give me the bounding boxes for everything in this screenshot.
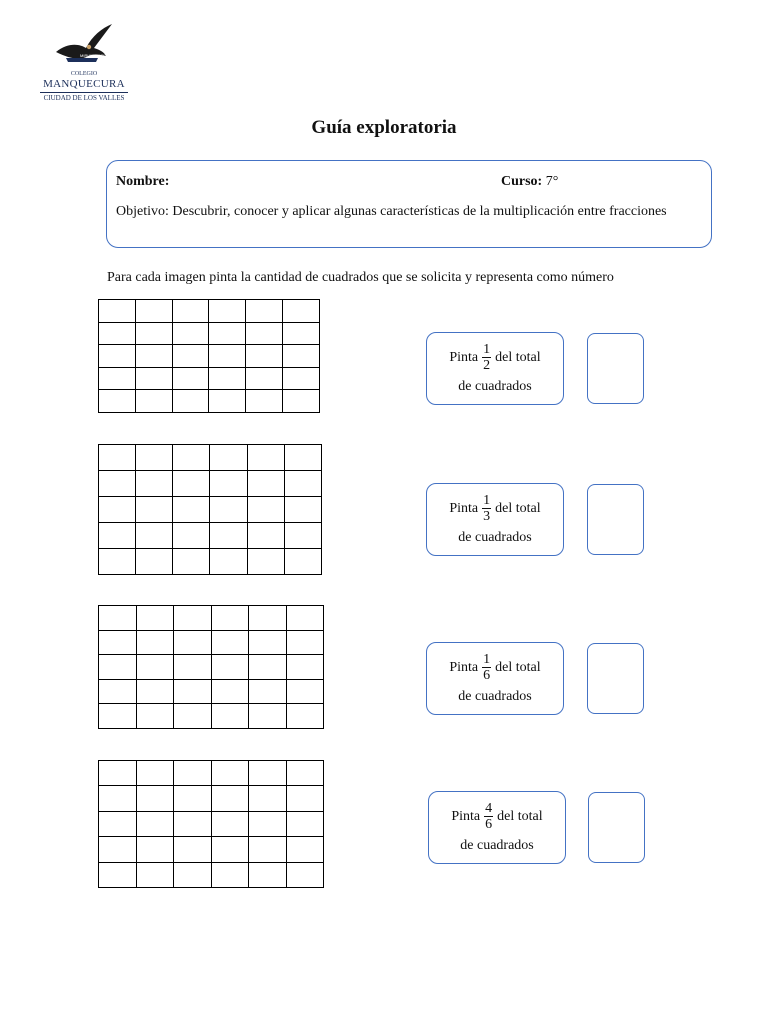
pinta-label: Pinta xyxy=(449,500,479,516)
grid-cell[interactable] xyxy=(211,655,249,680)
grid-cell[interactable] xyxy=(99,862,137,887)
grid-cell[interactable] xyxy=(209,322,246,345)
grid-cell[interactable] xyxy=(99,786,137,811)
grid-cell[interactable] xyxy=(210,471,247,497)
grid-cell[interactable] xyxy=(174,837,212,862)
grid-cell[interactable] xyxy=(246,390,283,413)
grid-cell[interactable] xyxy=(136,606,174,631)
task-box-1 xyxy=(426,332,564,405)
answer-box-2[interactable] xyxy=(587,484,644,555)
grid-4[interactable] xyxy=(98,760,324,888)
grid-cell[interactable] xyxy=(174,811,212,836)
fraction-numerator: 4 xyxy=(485,801,493,816)
grid-cell[interactable] xyxy=(249,786,287,811)
grid-cell[interactable] xyxy=(249,761,287,786)
grid-cell[interactable] xyxy=(283,367,320,390)
grid-row xyxy=(99,367,320,390)
grid-cell[interactable] xyxy=(211,837,249,862)
grid-row xyxy=(99,445,322,471)
school-logo xyxy=(36,22,132,104)
grid-cell[interactable] xyxy=(135,345,172,368)
grid-cell[interactable] xyxy=(249,655,287,680)
grid-cell[interactable] xyxy=(173,497,210,523)
grid-cell[interactable] xyxy=(99,367,136,390)
fraction-denominator: 6 xyxy=(485,817,493,832)
grid-cell[interactable] xyxy=(136,655,174,680)
logo-city: CIUDAD DE LOS VALLES xyxy=(43,94,125,102)
grid-cell[interactable] xyxy=(211,786,249,811)
grid-cell[interactable] xyxy=(211,811,249,836)
grid-cell[interactable] xyxy=(211,761,249,786)
grid-cell[interactable] xyxy=(210,523,247,549)
grid-1[interactable] xyxy=(98,299,320,413)
grid-row xyxy=(99,300,320,323)
grid-row xyxy=(99,390,320,413)
grid-cell[interactable] xyxy=(99,471,136,497)
grid-row xyxy=(99,811,324,836)
grid-cell[interactable] xyxy=(283,390,320,413)
page-title: Guía exploratoria xyxy=(311,117,457,138)
student-info-box xyxy=(106,160,712,248)
answer-box-3[interactable] xyxy=(587,643,644,714)
grid-cell[interactable] xyxy=(174,761,212,786)
grid-row xyxy=(99,761,324,786)
logo-school-name: MANQUECURA xyxy=(43,78,125,90)
grid-cell[interactable] xyxy=(136,704,174,729)
grid-cell[interactable] xyxy=(246,322,283,345)
grid-cell[interactable] xyxy=(174,862,212,887)
del-total-label: del total xyxy=(497,808,543,824)
grid-cell[interactable] xyxy=(286,837,324,862)
grid-cell[interactable] xyxy=(99,606,137,631)
grid-cell[interactable] xyxy=(174,606,212,631)
grid-cell[interactable] xyxy=(99,390,136,413)
grid-cell[interactable] xyxy=(172,322,209,345)
grid-row xyxy=(99,837,324,862)
grid-cell[interactable] xyxy=(247,523,284,549)
grid-row xyxy=(99,630,324,655)
grid-cell[interactable] xyxy=(286,630,324,655)
objetivo-text: Objetivo: Descubrir, conocer y aplicar algunas características de la multiplicación entre fracciones xyxy=(116,204,667,219)
logo-colegio: COLEGIO xyxy=(70,71,98,77)
condor-icon xyxy=(54,22,114,70)
cuadrados-label: de cuadrados xyxy=(458,530,532,545)
grid-cell[interactable] xyxy=(136,811,174,836)
grid-cell[interactable] xyxy=(286,761,324,786)
grid-cell[interactable] xyxy=(99,300,136,323)
fraction xyxy=(482,652,491,683)
del-total-label: del total xyxy=(495,349,541,365)
grid-cell[interactable] xyxy=(247,549,284,575)
grid-cell[interactable] xyxy=(249,606,287,631)
grid-cell[interactable] xyxy=(136,445,173,471)
grid-cell[interactable] xyxy=(211,862,249,887)
grid-cell[interactable] xyxy=(99,523,136,549)
grid-cell[interactable] xyxy=(173,549,210,575)
grid-cell[interactable] xyxy=(249,630,287,655)
grid-cell[interactable] xyxy=(174,655,212,680)
grid-2[interactable] xyxy=(98,444,322,575)
grid-cell[interactable] xyxy=(211,630,249,655)
grid-row xyxy=(99,497,322,523)
logo-motto: MIRUM DUCIT xyxy=(80,53,107,58)
fraction xyxy=(482,342,491,373)
grid-cell[interactable] xyxy=(99,630,137,655)
grid-cell[interactable] xyxy=(210,549,247,575)
grid-cell[interactable] xyxy=(286,786,324,811)
grid-cell[interactable] xyxy=(246,367,283,390)
task-box-3 xyxy=(426,642,564,715)
task-box-4 xyxy=(428,791,566,864)
fraction-denominator: 2 xyxy=(483,358,491,373)
grid-cell[interactable] xyxy=(173,523,210,549)
cuadrados-label: de cuadrados xyxy=(458,689,532,704)
grid-cell[interactable] xyxy=(284,523,321,549)
grid-cell[interactable] xyxy=(136,679,174,704)
grid-cell[interactable] xyxy=(211,679,249,704)
grid-cell[interactable] xyxy=(249,862,287,887)
grid-cell[interactable] xyxy=(99,549,136,575)
grid-cell[interactable] xyxy=(286,679,324,704)
cuadrados-label: de cuadrados xyxy=(460,838,534,853)
grid-cell[interactable] xyxy=(99,655,137,680)
grid-cell[interactable] xyxy=(246,345,283,368)
grid-cell[interactable] xyxy=(284,445,321,471)
grid-cell[interactable] xyxy=(283,322,320,345)
instruction-text: Para cada imagen pinta la cantidad de cuadrados que se solicita y representa como número xyxy=(107,270,614,285)
grid-cell[interactable] xyxy=(210,497,247,523)
fraction xyxy=(484,801,493,832)
grid-row xyxy=(99,523,322,549)
grid-row xyxy=(99,606,324,631)
grid-cell[interactable] xyxy=(99,497,136,523)
nombre-label[interactable]: Nombre: xyxy=(116,174,170,189)
grid-cell[interactable] xyxy=(172,300,209,323)
pinta-label: Pinta xyxy=(449,349,479,365)
grid-cell[interactable] xyxy=(172,390,209,413)
grid-row xyxy=(99,549,322,575)
cuadrados-label: de cuadrados xyxy=(458,379,532,394)
grid-cell[interactable] xyxy=(136,497,173,523)
grid-cell[interactable] xyxy=(249,837,287,862)
grid-cell[interactable] xyxy=(286,862,324,887)
grid-cell[interactable] xyxy=(135,300,172,323)
grid-cell[interactable] xyxy=(99,445,136,471)
grid-cell[interactable] xyxy=(284,471,321,497)
grid-cell[interactable] xyxy=(99,322,136,345)
grid-row xyxy=(99,862,324,887)
logo-divider xyxy=(40,92,128,93)
del-total-label: del total xyxy=(495,500,541,516)
grid-cell[interactable] xyxy=(284,549,321,575)
grid-cell[interactable] xyxy=(286,811,324,836)
grid-cell[interactable] xyxy=(136,761,174,786)
grid-cell[interactable] xyxy=(136,549,173,575)
grid-cell[interactable] xyxy=(249,811,287,836)
grid-cell[interactable] xyxy=(209,390,246,413)
grid-cell[interactable] xyxy=(283,300,320,323)
grid-cell[interactable] xyxy=(247,471,284,497)
grid-3[interactable] xyxy=(98,605,324,729)
answer-box-1[interactable] xyxy=(587,333,644,404)
grid-cell[interactable] xyxy=(99,704,137,729)
grid-cell[interactable] xyxy=(210,445,247,471)
grid-cell[interactable] xyxy=(249,704,287,729)
del-total-label: del total xyxy=(495,659,541,675)
grid-cell[interactable] xyxy=(283,345,320,368)
grid-cell[interactable] xyxy=(211,606,249,631)
grid-cell[interactable] xyxy=(174,679,212,704)
grid-cell[interactable] xyxy=(99,811,137,836)
curso-field xyxy=(501,174,558,190)
grid-row xyxy=(99,471,322,497)
answer-box-4[interactable] xyxy=(588,792,645,863)
grid-cell[interactable] xyxy=(174,786,212,811)
grid-cell[interactable] xyxy=(99,345,136,368)
fraction-numerator: 1 xyxy=(483,493,491,508)
grid-cell[interactable] xyxy=(209,345,246,368)
grid-cell[interactable] xyxy=(247,445,284,471)
grid-row xyxy=(99,786,324,811)
grid-row xyxy=(99,704,324,729)
grid-cell[interactable] xyxy=(136,786,174,811)
fraction-numerator: 1 xyxy=(483,342,491,357)
pinta-label: Pinta xyxy=(449,659,479,675)
grid-row xyxy=(99,679,324,704)
grid-cell[interactable] xyxy=(172,367,209,390)
grid-row xyxy=(99,345,320,368)
grid-cell[interactable] xyxy=(135,322,172,345)
grid-cell[interactable] xyxy=(211,704,249,729)
fraction-numerator: 1 xyxy=(483,652,491,667)
grid-cell[interactable] xyxy=(136,523,173,549)
task-box-2 xyxy=(426,483,564,556)
grid-cell[interactable] xyxy=(209,300,246,323)
grid-row xyxy=(99,322,320,345)
grid-cell[interactable] xyxy=(247,497,284,523)
grid-cell[interactable] xyxy=(246,300,283,323)
grid-cell[interactable] xyxy=(209,367,246,390)
fraction xyxy=(482,493,491,524)
grid-cell[interactable] xyxy=(173,445,210,471)
grid-cell[interactable] xyxy=(135,390,172,413)
grid-cell[interactable] xyxy=(99,761,137,786)
grid-cell[interactable] xyxy=(284,497,321,523)
grid-cell[interactable] xyxy=(135,367,172,390)
grid-cell[interactable] xyxy=(173,471,210,497)
grid-cell[interactable] xyxy=(174,630,212,655)
grid-cell[interactable] xyxy=(286,606,324,631)
grid-cell[interactable] xyxy=(99,679,137,704)
curso-label: Curso: xyxy=(501,174,543,189)
grid-cell[interactable] xyxy=(286,704,324,729)
fraction-denominator: 6 xyxy=(483,668,491,683)
grid-cell[interactable] xyxy=(286,655,324,680)
pinta-label: Pinta xyxy=(451,808,481,824)
grid-cell[interactable] xyxy=(136,630,174,655)
grid-cell[interactable] xyxy=(99,837,137,862)
curso-value: 7° xyxy=(545,174,559,189)
grid-cell[interactable] xyxy=(174,704,212,729)
grid-cell[interactable] xyxy=(136,471,173,497)
grid-cell[interactable] xyxy=(136,837,174,862)
grid-row xyxy=(99,655,324,680)
fraction-denominator: 3 xyxy=(483,509,491,524)
grid-cell[interactable] xyxy=(249,679,287,704)
grid-cell[interactable] xyxy=(172,345,209,368)
grid-cell[interactable] xyxy=(136,862,174,887)
